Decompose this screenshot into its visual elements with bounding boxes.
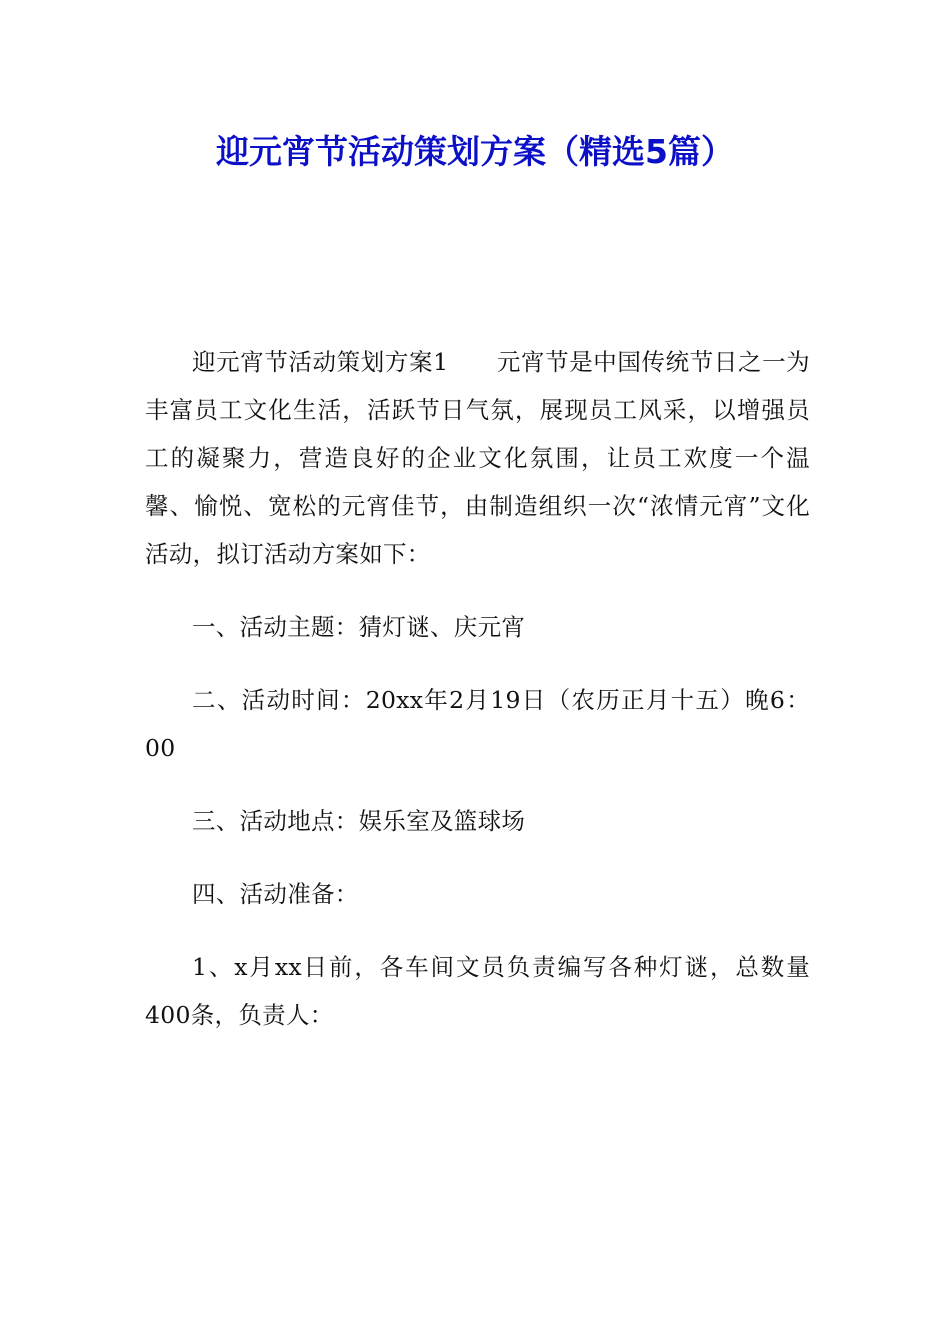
paragraph-time: 二、活动时间：20xx年2月19日（农历正月十五）晚6：00 — [145, 686, 810, 762]
paragraph-step-1: 1、x月xx日前，各车间文员负责编写各种灯谜，总数量400条，负责人： — [145, 953, 810, 1029]
paragraph-location: 三、活动地点：娱乐室及篮球场 — [192, 807, 526, 835]
paragraph-intro: 迎元宵节活动策划方案1 元宵节是中国传统节日之一为丰富员工文化生活，活跃节日气氛，展现员工风采，以增强员工的凝聚力，营造良好的企业文化氛围，让员工欢度一个温馨、愉悦、宽松的元宵佳节，由制造组织一次“浓情元宵”文化活动，拟订活动方案如下： — [145, 348, 810, 568]
document-body — [145, 338, 810, 1064]
document-title: 迎元宵节活动策划方案（精选5篇） — [216, 132, 734, 171]
paragraph-theme: 一、活动主题：猜灯谜、庆元宵 — [192, 613, 526, 641]
paragraph-preparation: 四、活动准备： — [192, 880, 359, 908]
